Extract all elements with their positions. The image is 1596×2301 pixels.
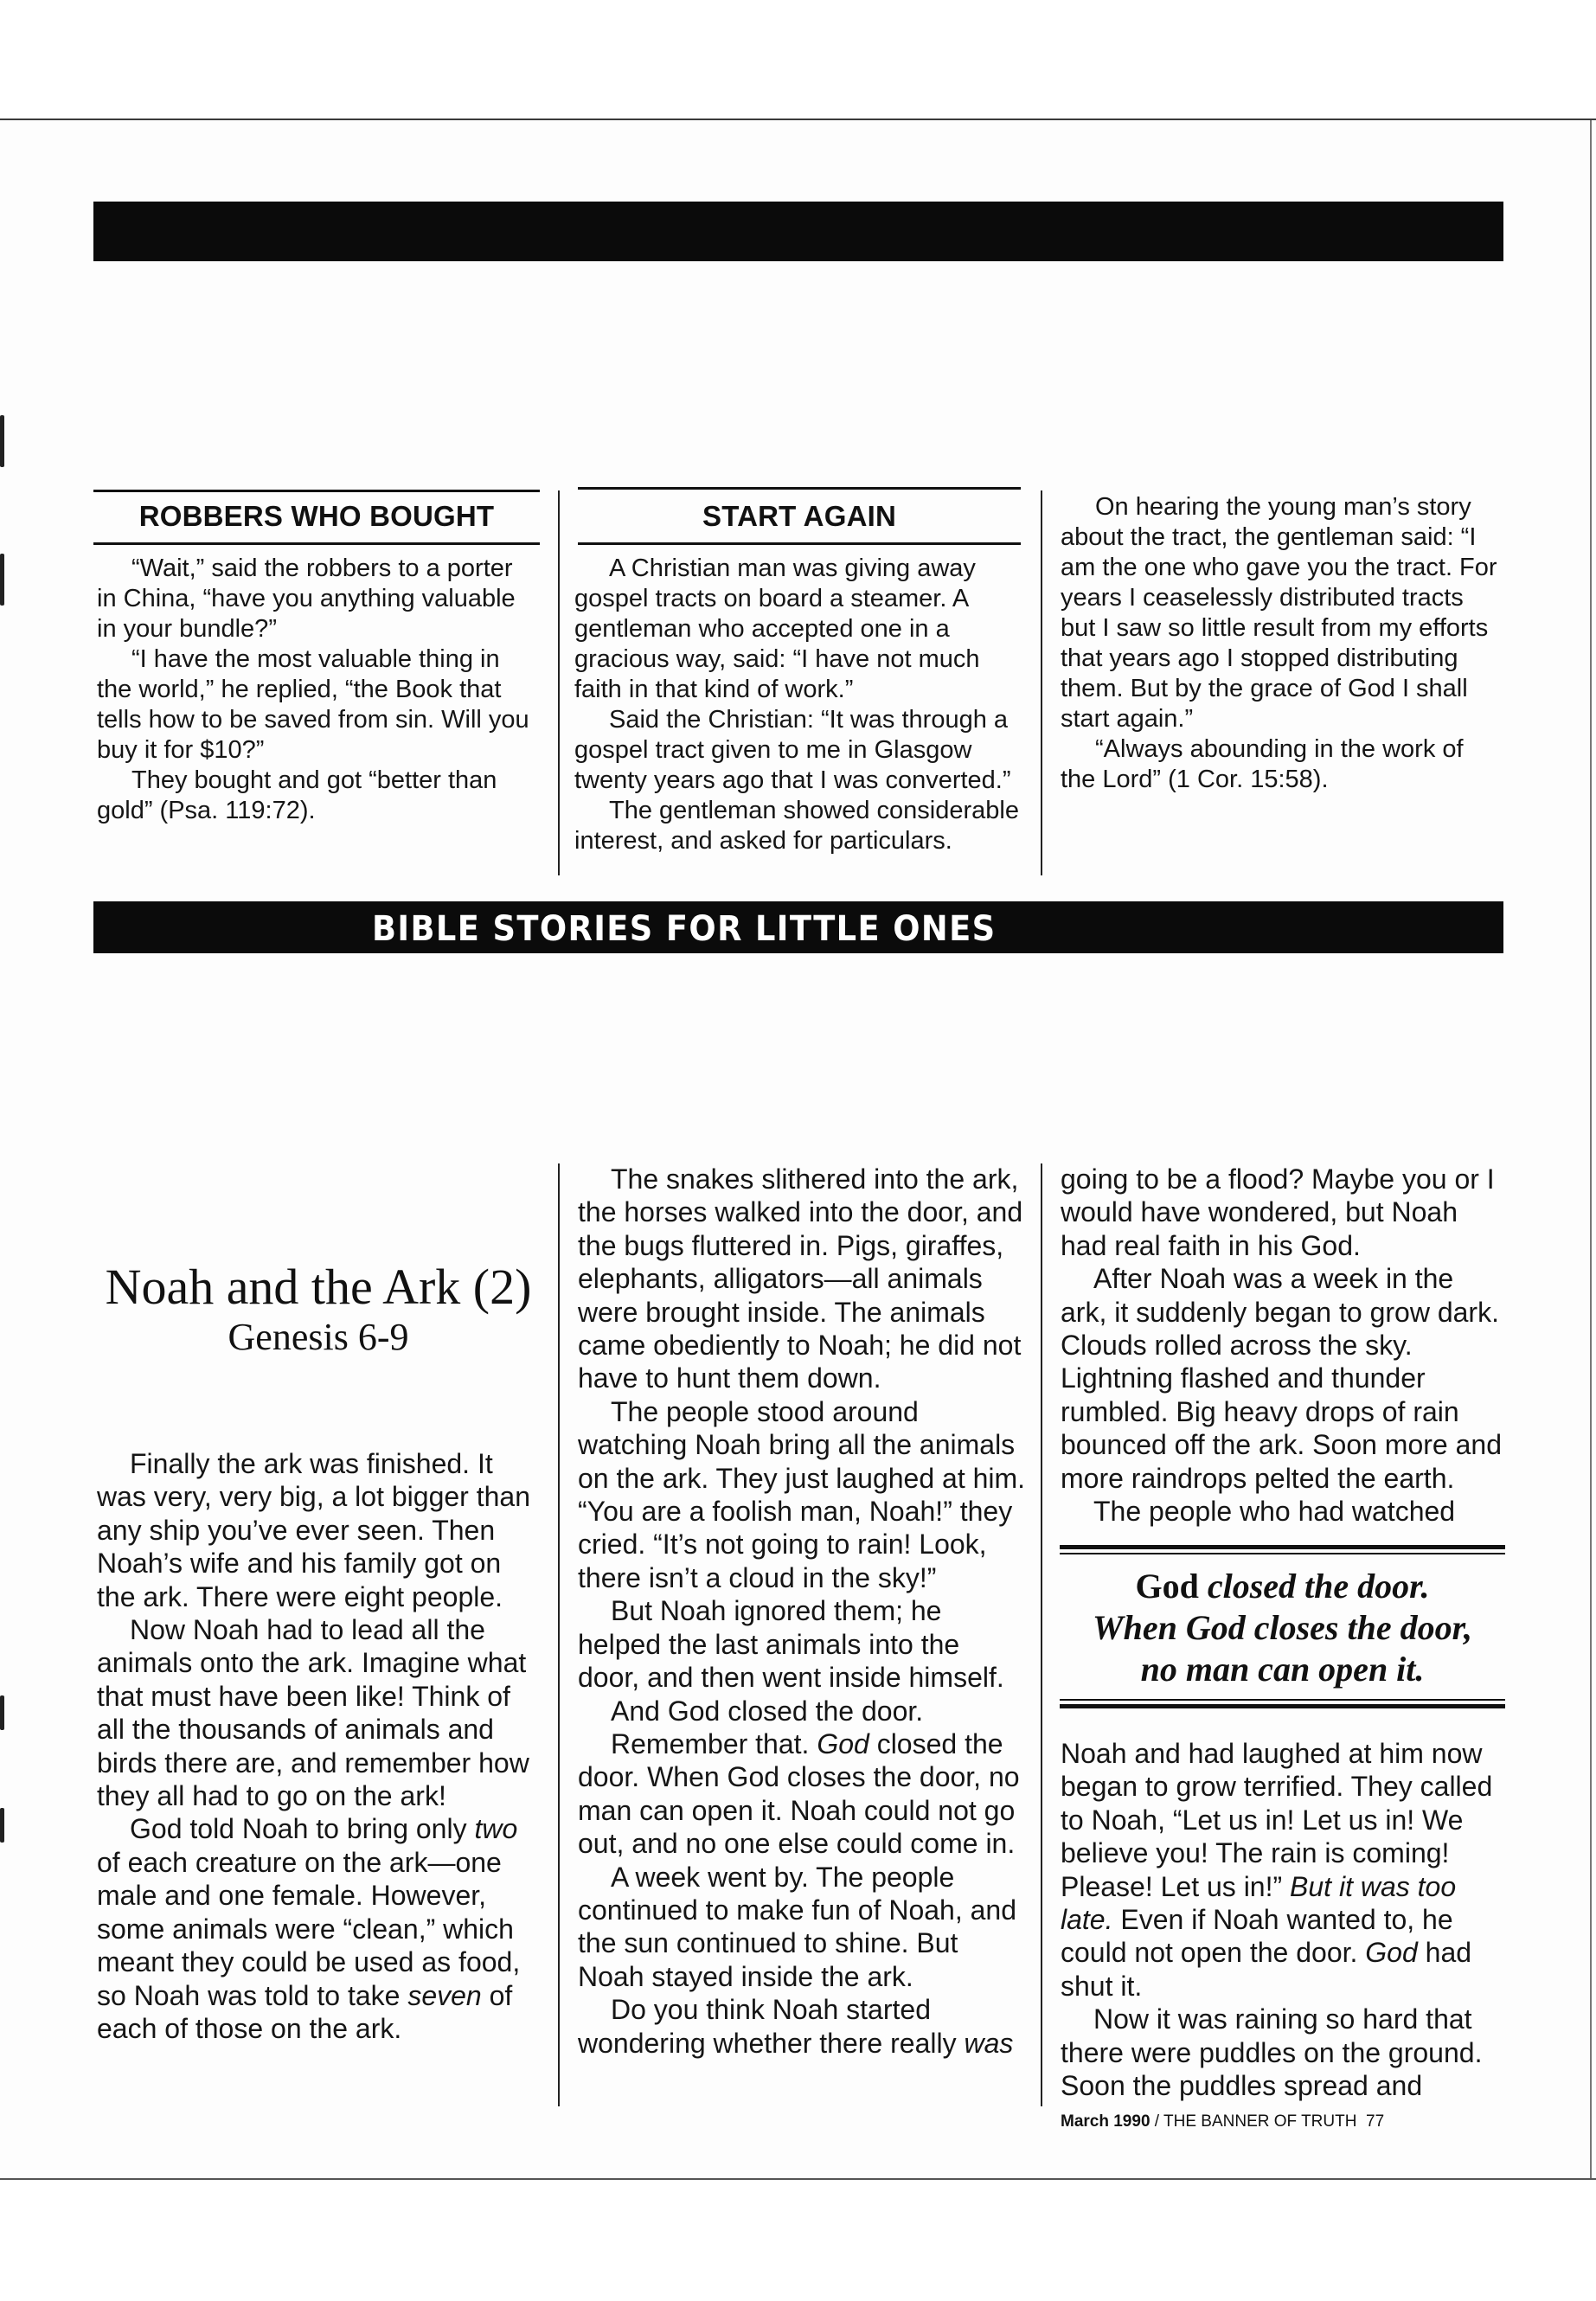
paragraph: On hearing the young man’s story about the tract, the gentleman said: “I am the one who gave you the tract. For years I ceaselessly distributed tracts but I saw so little result from my efforts that years ago I stopped distributing them. But by the grace of God I shall start again.” — [1061, 493, 1497, 733]
emphasis: seven — [407, 1979, 482, 2011]
paragraph: The gentleman showed considerable interest, and asked for particulars. — [574, 797, 1019, 855]
pullquote-rule-top-thin — [1060, 1553, 1505, 1554]
pullquote-rule-top — [1060, 1545, 1505, 1549]
story-column-2 — [578, 1163, 1028, 2060]
text-run: Even if Noah wanted to, he could not open the door. — [1061, 1904, 1453, 1969]
text-run: had shut it. — [1061, 1937, 1472, 2002]
page-footer — [1061, 2112, 1510, 2131]
story-title: Noah and the Ark (2) — [105, 1259, 532, 1315]
box-text-continued — [1061, 492, 1503, 795]
box-text-start-again — [574, 554, 1024, 856]
paragraph: “Wait,” said the robbers to a porter in China, “have you anything valuable in your bundle?” — [97, 554, 516, 643]
text-run: Remember that. — [611, 1727, 817, 1759]
binding-mark — [0, 1808, 4, 1843]
paragraph: Said the Christian: “It was through a gospel tract given to me in Glasgow twenty years ago that I was converted.” — [574, 706, 1011, 794]
footer-date: March 1990 — [1061, 2112, 1151, 2131]
paragraph: They bought and got “better than gold” (Psa. 119:72). — [97, 766, 497, 824]
paragraph — [578, 1727, 1028, 1861]
scan-margin-bottom — [0, 2180, 1596, 2301]
page-edge-right — [1590, 120, 1592, 2178]
paragraph: After Noah was a week in the ark, it suddenly began to grow dark. Clouds rolled across the sky. Lightning flashed and thunder rumbled. Big heavy drops of rain bounced off the ark. Soon more and more raindrops pelted the earth. — [1061, 1263, 1502, 1494]
box-rule-top — [93, 490, 540, 492]
paragraph: “I have the most valuable thing in the world,” he replied, “the Book that tells how to be saved from sin. Will you buy it for $10?” — [97, 645, 529, 764]
paragraph — [97, 1812, 538, 2045]
paragraph: A week went by. The people continued to make fun of Noah, and the sun continued to shine. But Noah stayed inside the ark. — [578, 1861, 1017, 1992]
text-run: of each of those on the ark. — [97, 1979, 513, 2044]
page-edge-top — [0, 119, 1596, 120]
pullquote — [1060, 1566, 1505, 1690]
paragraph: Finally the ark was finished. It was very, very big, a lot bigger than any ship you’ve ever seen. Then Noah’s wife and his family got on the ark. There were eight people. — [97, 1448, 530, 1612]
box-rule-bottom — [578, 542, 1021, 545]
box-rule-bottom — [93, 542, 540, 545]
paragraph: Now Noah had to lead all the animals onto the ark. Imagine what that must have been like! Think of all the thousands of animals and birds there are, and remember how they all had to go on the ark! — [97, 1614, 529, 1812]
page-number: 77 — [1366, 2112, 1385, 2131]
story-column-1 — [97, 1447, 538, 2045]
emphasis: two — [474, 1813, 518, 1845]
column-divider — [558, 1163, 560, 2106]
text-run: Do you think Noah started wondering whether there really — [578, 1994, 965, 2059]
text-run: God told Noah to bring only — [130, 1813, 475, 1845]
emphasis: was — [964, 2027, 1014, 2059]
paragraph: The snakes slithered into the ark, the horses walked into the door, and the bugs fluttered in. Pigs, giraffes, elephants, alligators—all animals were brought inside. The animals came obediently to Noah; he did not have to hunt them down. — [578, 1163, 1023, 1394]
paragraph — [1061, 1737, 1506, 2003]
emphasis: closed the door. — [1207, 1567, 1430, 1606]
column-divider — [558, 490, 560, 875]
section-banner-title: BIBLE STORIES FOR LITTLE ONES — [372, 909, 997, 949]
pullquote-rule-bottom-thin — [1060, 1699, 1505, 1701]
pullquote-line-3: no man can open it. — [1140, 1650, 1425, 1689]
binding-mark — [0, 1695, 4, 1730]
binding-mark — [0, 415, 4, 467]
emphasis: God — [817, 1727, 869, 1759]
box-text-robbers — [97, 554, 538, 826]
story-subtitle: Genesis 6-9 — [228, 1316, 409, 1358]
box-heading-start-again: START AGAIN — [702, 500, 896, 532]
box-heading-robbers: ROBBERS WHO BOUGHT — [138, 500, 495, 532]
pullquote-line-2: When God closes the door, — [1093, 1608, 1472, 1647]
column-divider — [1041, 490, 1042, 875]
paragraph: going to be a flood? Maybe you or I would have wondered, but Noah had real faith in his God. — [1061, 1163, 1495, 1261]
paragraph: A Christian man was giving away gospel tracts on board a steamer. A gentleman who accepted one in a gracious way, said: “I have not much faith in that kind of work.” — [574, 554, 980, 703]
paragraph: And God closed the door. — [611, 1695, 924, 1727]
paragraph: The people stood around watching Noah bring all the animals on the ark. They just laughed at him. “You are a foolish man, Noah!” they cried. “It’s not going to rain! Look, there isn’t a cloud in the sky!” — [578, 1395, 1026, 1593]
text-run: Noah and had laughed at him now began to grow terrified. They called to Noah, “Let us in! Let us in! We believe you! The rain is coming! Please! Let us in!” — [1061, 1738, 1493, 1902]
text-run: God — [1135, 1567, 1208, 1606]
emphasis: God — [1365, 1937, 1418, 1969]
pullquote-rule-bottom — [1060, 1704, 1505, 1708]
paragraph: “Always abounding in the work of the Lord” (1 Cor. 15:58). — [1061, 735, 1464, 793]
scan-margin-top — [0, 0, 1596, 119]
emphasis: But it was too late. — [1061, 1870, 1457, 1936]
paragraph: But Noah ignored them; he helped the last animals into the door, and then went inside himself. — [578, 1595, 1004, 1694]
header-bar — [93, 202, 1503, 261]
story-column-3-lower — [1061, 1737, 1506, 2102]
text-run: of each creature on the ark—one male and one female. However, some animals were “clean,” which meant they could be used as food, so Noah was told to take — [97, 1846, 521, 2011]
text-run: closed the door. When God closes the door, no man can open it. Noah could not go out, and no one else could come in. — [578, 1727, 1020, 1860]
paragraph: The people who had watched — [1093, 1496, 1456, 1528]
story-column-3-upper — [1061, 1163, 1506, 1528]
binding-mark — [0, 554, 4, 606]
paragraph — [578, 1993, 1028, 2060]
box-rule-top — [578, 487, 1021, 490]
pullquote-line-1 — [1060, 1566, 1505, 1607]
footer-publication: / THE BANNER OF TRUTH — [1150, 2112, 1357, 2131]
column-divider — [1041, 1163, 1042, 2106]
paragraph: Now it was raining so hard that there were puddles on the ground. Soon the puddles spread and — [1061, 2003, 1483, 2102]
